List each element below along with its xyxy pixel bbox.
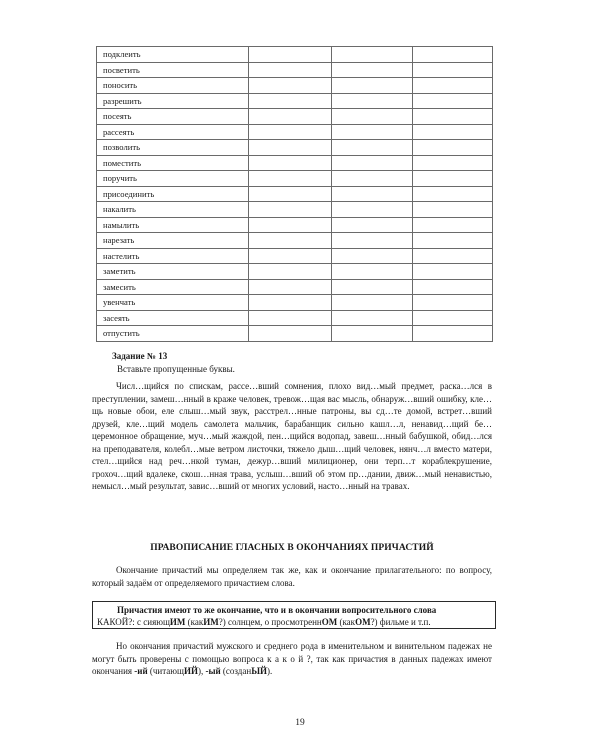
empty-cell — [413, 109, 493, 125]
empty-cell — [332, 248, 413, 264]
empty-cell — [249, 202, 332, 218]
table-row — [97, 109, 493, 125]
table-row — [97, 171, 493, 187]
empty-cell — [249, 78, 332, 94]
rule-intro-paragraph: Окончание причастий мы определяем так же, как и окончание прилагательного: по вопросу, который задаём от определяемого причастием слова. — [92, 565, 492, 588]
verb-cell: подклеить — [97, 47, 249, 63]
empty-cell — [332, 295, 413, 311]
verb-table — [96, 46, 493, 342]
empty-cell — [332, 140, 413, 156]
empty-cell — [249, 326, 332, 342]
empty-cell — [413, 279, 493, 295]
empty-cell — [249, 186, 332, 202]
exception-paragraph: Но окончания причастий мужского и среднего рода в именительном и винительном падежах не могут быть проверены с помощью вопроса к а к о й ?, так как причастия в данных падежах имеют окончания -ий (читающИЙ), -ый (созданЫЙ). — [92, 641, 492, 676]
table-row — [97, 295, 493, 311]
empty-cell — [249, 47, 332, 63]
empty-cell — [249, 217, 332, 233]
table-row — [97, 217, 493, 233]
verb-cell: присоединить — [97, 186, 249, 202]
empty-cell — [332, 124, 413, 140]
empty-cell — [249, 109, 332, 125]
table-row — [97, 93, 493, 109]
empty-cell — [413, 78, 493, 94]
table-row — [97, 310, 493, 326]
exercise-text: Числ…щийся по спискам, рассе…вший сомнения, плохо вид…мый предмет, раска…лся в преступлении, замеш…нный в краже человек, тревож…щая вас мысль, обнаруж…вший ошибку, кле…щь новые обои, еле слыш…мый звук, расстрел…нные патроны, вы сд…те домой, встрет…вший друзей, кле…щий модель самолета мальчик, барабанщик сильно кашл…л, ненавид…щий бе…церемонное обращение, муч…мый жаждой, пен…щийся водопад, завеш…нный бабушкой, обид…лся на преподавателя, колебл…мые ветром листочки, тяжело дыш…щий человек, нянч…л вместо матери, стел…щийся над реч…нкой туман, дежур…вший милиционер, они терп…т кораблекрушение, грохоч…щий вдалеке, скош…нная трава, услыш…вший об этом пр…дании, движ…мый ненавистью, немысл…мый результат, завис…вший от многих условий, насто…нный на травах. — [92, 381, 492, 491]
verb-cell: накалить — [97, 202, 249, 218]
table-row — [97, 47, 493, 63]
table-row — [97, 233, 493, 249]
table-row — [97, 326, 493, 342]
empty-cell — [249, 140, 332, 156]
section-heading: ПРАВОПИСАНИЕ ГЛАСНЫХ В ОКОНЧАНИЯХ ПРИЧАСТИЙ — [150, 543, 434, 553]
empty-cell — [413, 140, 493, 156]
rule-line-2: КАКОЙ?: с сияющИМ (какИМ?) солнцем, о просмотреннОМ (какОМ?) фильме и т.п. — [97, 617, 431, 627]
empty-cell — [332, 93, 413, 109]
table-row — [97, 264, 493, 280]
empty-cell — [413, 93, 493, 109]
empty-cell — [332, 202, 413, 218]
verb-cell: позволить — [97, 140, 249, 156]
empty-cell — [332, 186, 413, 202]
verb-cell: разрешить — [97, 93, 249, 109]
rule-box — [92, 601, 496, 629]
empty-cell — [413, 171, 493, 187]
empty-cell — [332, 233, 413, 249]
empty-cell — [413, 233, 493, 249]
empty-cell — [332, 279, 413, 295]
empty-cell — [413, 155, 493, 171]
empty-cell — [332, 217, 413, 233]
empty-cell — [249, 171, 332, 187]
rule-line-1: Причастия имеют то же окончание, что и в окончании вопросительного слова — [117, 605, 437, 615]
empty-cell — [249, 233, 332, 249]
verb-cell: посветить — [97, 62, 249, 78]
empty-cell — [332, 171, 413, 187]
page-number: 19 — [295, 718, 305, 728]
empty-cell — [413, 47, 493, 63]
table-row — [97, 140, 493, 156]
empty-cell — [249, 264, 332, 280]
verb-cell: нарезать — [97, 233, 249, 249]
empty-cell — [332, 155, 413, 171]
verb-cell: заметить — [97, 264, 249, 280]
empty-cell — [413, 295, 493, 311]
verb-cell: поместить — [97, 155, 249, 171]
empty-cell — [413, 186, 493, 202]
verb-cell: поручить — [97, 171, 249, 187]
empty-cell — [413, 264, 493, 280]
table-row — [97, 124, 493, 140]
verb-cell: засеять — [97, 310, 249, 326]
task-title: Задание № 13 — [112, 351, 168, 361]
empty-cell — [413, 248, 493, 264]
verb-cell: замесить — [97, 279, 249, 295]
empty-cell — [249, 310, 332, 326]
table-row — [97, 62, 493, 78]
table-row — [97, 279, 493, 295]
table-row — [97, 155, 493, 171]
empty-cell — [413, 310, 493, 326]
empty-cell — [413, 217, 493, 233]
table-row — [97, 78, 493, 94]
verb-cell: посеять — [97, 109, 249, 125]
empty-cell — [249, 279, 332, 295]
empty-cell — [249, 295, 332, 311]
empty-cell — [249, 155, 332, 171]
empty-cell — [332, 78, 413, 94]
empty-cell — [332, 326, 413, 342]
empty-cell — [332, 310, 413, 326]
task-instruction: Вставьте пропущенные буквы. — [117, 364, 235, 374]
table-row — [97, 202, 493, 218]
verb-table-body — [97, 47, 493, 342]
table-row — [97, 186, 493, 202]
verb-cell: намылить — [97, 217, 249, 233]
empty-cell — [249, 62, 332, 78]
empty-cell — [413, 124, 493, 140]
verb-cell: увенчать — [97, 295, 249, 311]
verb-cell: отпустить — [97, 326, 249, 342]
empty-cell — [332, 47, 413, 63]
empty-cell — [413, 202, 493, 218]
empty-cell — [332, 109, 413, 125]
empty-cell — [249, 124, 332, 140]
verb-cell: рассеять — [97, 124, 249, 140]
table-row — [97, 248, 493, 264]
verb-cell: поносить — [97, 78, 249, 94]
empty-cell — [413, 326, 493, 342]
empty-cell — [249, 248, 332, 264]
verb-cell: настелить — [97, 248, 249, 264]
empty-cell — [413, 62, 493, 78]
empty-cell — [332, 264, 413, 280]
empty-cell — [332, 62, 413, 78]
empty-cell — [249, 93, 332, 109]
